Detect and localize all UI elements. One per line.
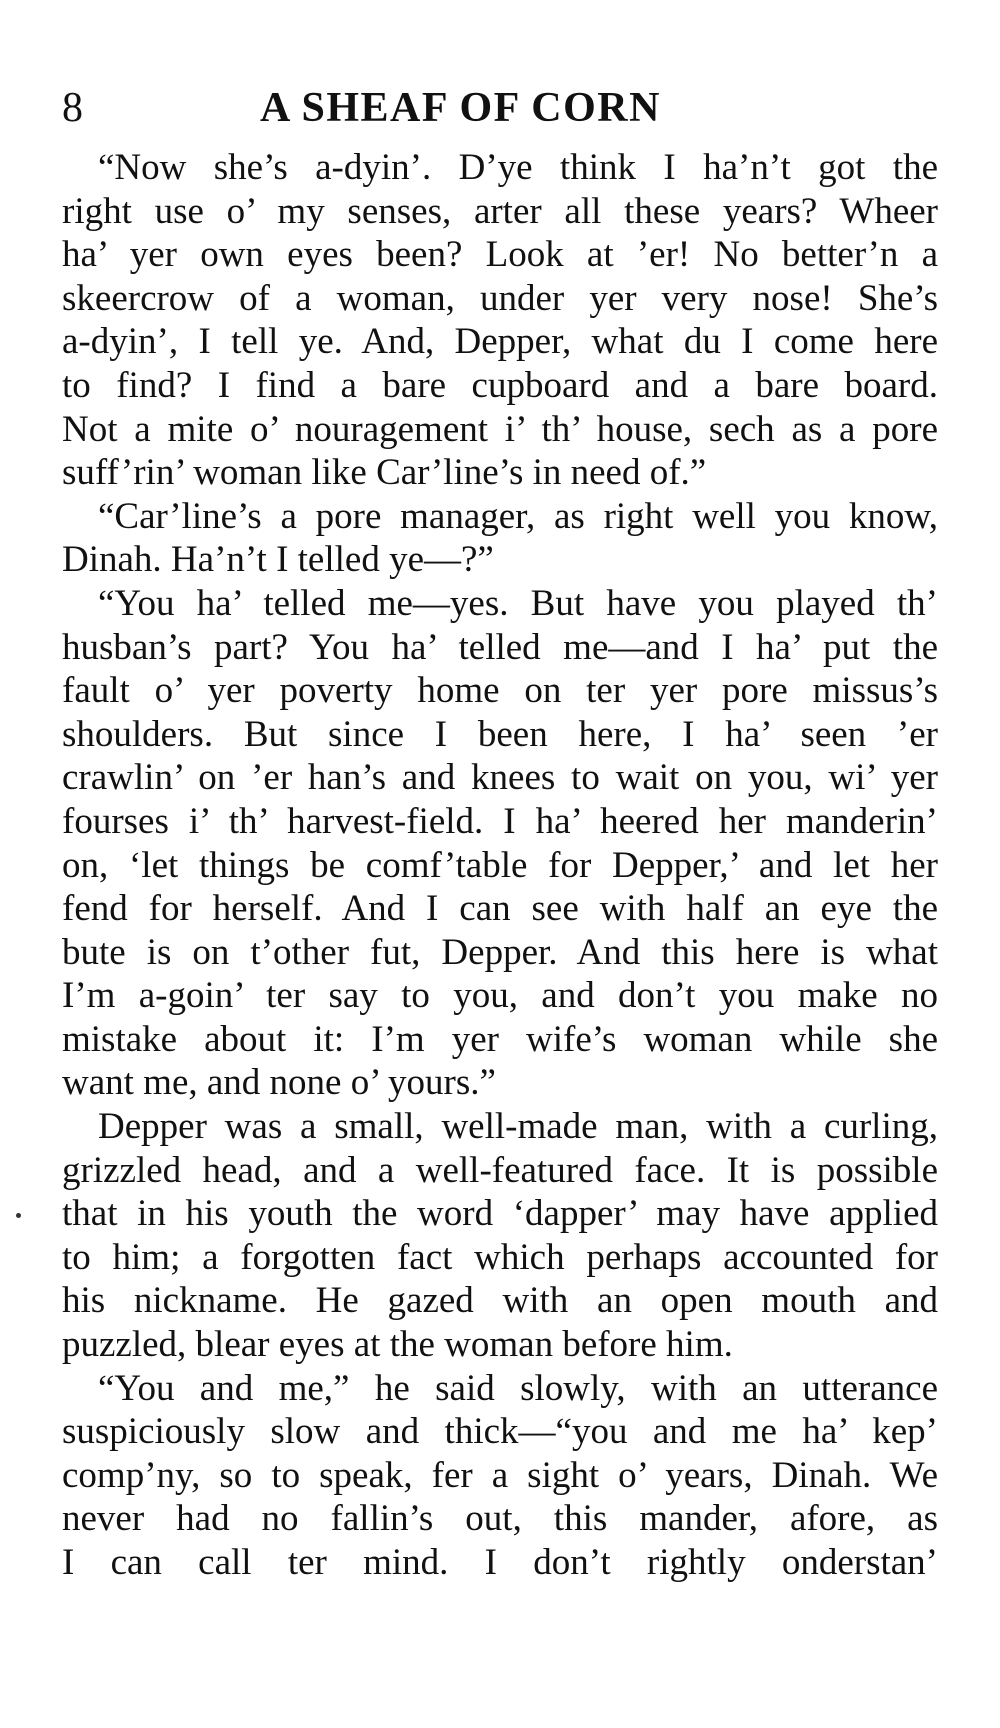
text-line: “Car’line’s a pore manager, as right well you know, [98,495,938,537]
text-line: suff’rin’ woman like Car’line’s in need of.” [62,452,707,494]
text-line: “You ha’ telled me—yes. But have you played th’ [98,582,938,624]
text-line: fourses i’ th’ harvest-field. I ha’ heered her manderin’ [62,800,938,842]
paragraph-5 [62,1367,938,1585]
paragraph-1 [62,146,938,495]
text-line: never had no fallin’s out, this mander, afore, as [62,1498,938,1540]
text-line: right use o’ my senses, arter all these years? Wheer [62,190,938,232]
book-title: A SHEAF OF CORN [260,85,661,131]
page-number: 8 [62,85,83,131]
text-line: suspiciously slow and thick—“you and me ha’ kep’ [62,1411,938,1453]
text-line: skeercrow of a woman, under yer very nose! She’s [62,277,938,319]
text-line: his nickname. He gazed with an open mouth and [62,1280,938,1322]
text-line: want me, and none o’ yours.” [62,1062,496,1104]
text-line: to him; a forgotten fact which perhaps accounted for [62,1236,938,1278]
text-line: shoulders. But since I been here, I ha’ seen ’er [62,713,938,755]
text-line: I’m a-goin’ ter say to you, and don’t you make no [62,975,938,1017]
text-line: ha’ yer own eyes been? Look at ’er! No better’n a [62,234,938,276]
body-text [62,146,938,1585]
text-line: “Now she’s a-dyin’. D’ye think I ha’n’t got the [98,147,938,188]
text-line: a-dyin’, I tell ye. And, Depper, what du I come here [62,321,938,363]
text-line: mistake about it: I’m yer wife’s woman while she [62,1018,938,1060]
paragraph-2 [62,495,938,582]
text-line: I can call ter mind. I don’t rightly onderstan’ [62,1542,938,1583]
running-head [62,78,942,138]
text-line: Not a mite o’ nouragement i’ th’ house, sech as a pore [62,408,938,450]
paragraph-4 [62,1105,938,1367]
text-line: grizzled head, and a well-featured face. It is possible [62,1149,938,1191]
text-line: “You and me,” he said slowly, with an utterance [98,1367,938,1409]
paragraph-3 [62,582,938,1105]
text-line: husban’s part? You ha’ telled me—and I ha’ put the [62,626,938,668]
text-line: comp’ny, so to speak, fer a sight o’ years, Dinah. We [62,1454,938,1496]
text-line: puzzled, blear eyes at the woman before him. [62,1324,733,1366]
text-line: that in his youth the word ‘dapper’ may have applied [62,1193,938,1235]
text-line: to find? I find a bare cupboard and a bare board. [62,364,938,406]
text-line: fault o’ yer poverty home on ter yer pore missus’s [62,670,938,712]
margin-speck [16,1213,21,1218]
text-line: crawlin’ on ’er han’s and knees to wait on you, wi’ yer [62,757,938,799]
text-line: Depper was a small, well-made man, with a curling, [98,1106,938,1148]
text-line: Dinah. Ha’n’t I telled ye—?” [62,539,494,581]
text-line: bute is on t’other fut, Depper. And this here is what [62,931,938,973]
text-line: on, ‘let things be comf’table for Depper,’ and let her [62,844,938,886]
text-line: fend for herself. And I can see with half an eye the [62,888,938,930]
